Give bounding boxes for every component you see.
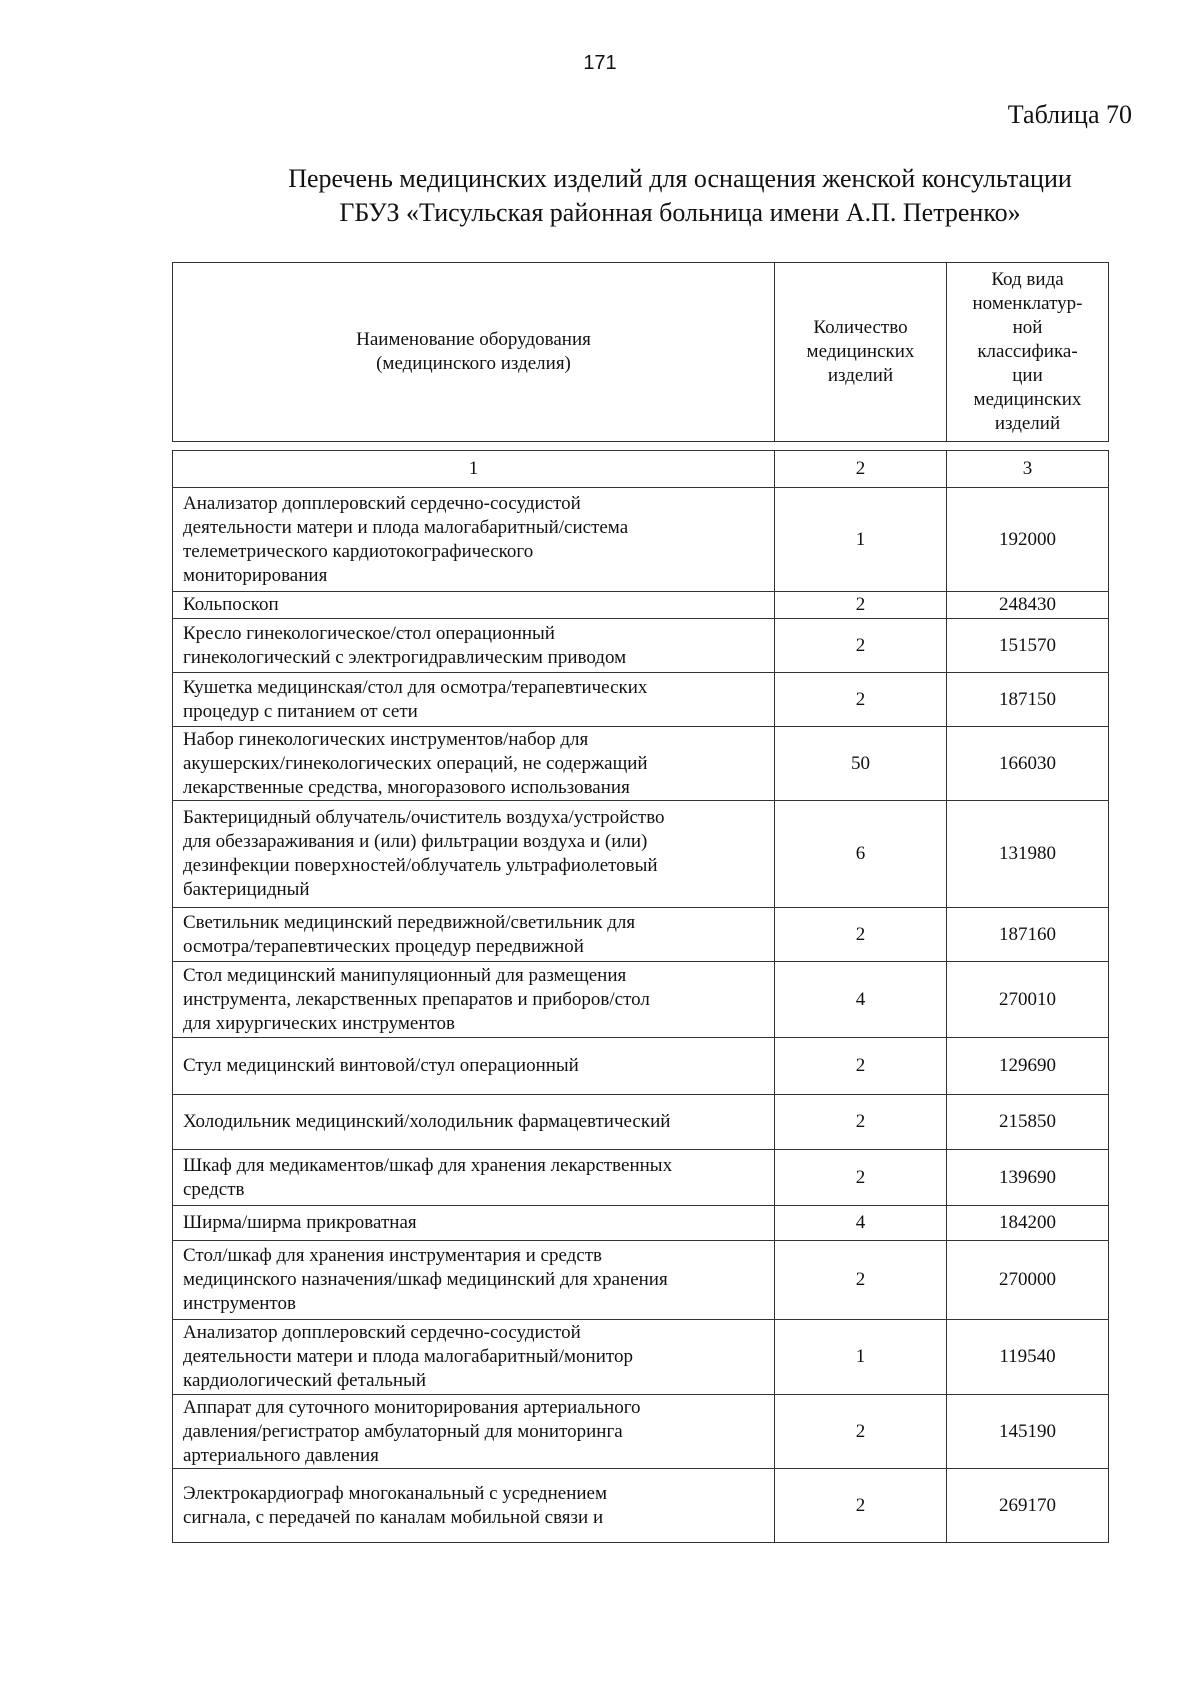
equipment-name-cell xyxy=(173,1395,775,1469)
table-row xyxy=(173,801,1109,908)
equipment-name-line: Анализатор допплеровский сердечно-сосудистой xyxy=(183,492,581,514)
equipment-name-line: для обеззараживания и (или) фильтрации воздуха и (или) xyxy=(183,831,648,852)
equipment-name-line: осмотра/терапевтических процедур передвижной xyxy=(183,935,584,957)
equipment-name-line: телеметрического кардиотокографического xyxy=(183,540,534,562)
equipment-name-line: Стул медицинский винтовой/стул операционный xyxy=(183,1055,579,1076)
code-cell: 151570 xyxy=(947,619,1109,673)
table-header xyxy=(172,262,1109,442)
table-row xyxy=(173,1206,1109,1241)
code-cell: 248430 xyxy=(947,592,1109,619)
equipment-name-line: Электрокардиограф многоканальный с усреднением xyxy=(183,1482,607,1504)
quantity-cell: 2 xyxy=(775,908,947,962)
equipment-name-line: деятельности матери и плода малогабаритный/система xyxy=(183,516,629,538)
equipment-name-cell xyxy=(173,1469,775,1543)
table-row xyxy=(173,962,1109,1038)
equipment-name-line: Бактерицидный облучатель/очиститель воздуха/устройство xyxy=(183,807,665,828)
header-line: Код вида xyxy=(991,269,1064,290)
quantity-cell: 2 xyxy=(775,1241,947,1320)
header-line: изделий xyxy=(827,365,894,386)
code-cell: 139690 xyxy=(947,1150,1109,1206)
header-line: классифика- xyxy=(977,341,1078,362)
code-cell: 129690 xyxy=(947,1038,1109,1095)
header-line: ции xyxy=(1012,365,1043,386)
quantity-cell: 2 xyxy=(775,1095,947,1150)
equipment-name-cell xyxy=(173,619,775,673)
table-row xyxy=(173,592,1109,619)
equipment-name-line: кардиологический фетальный xyxy=(183,1370,426,1391)
quantity-cell: 1 xyxy=(775,1320,947,1395)
title-line-2: ГБУЗ «Тисульская районная больница имени А.П. Петренко» xyxy=(339,198,1021,227)
equipment-name-line: артериального давления xyxy=(183,1444,379,1466)
quantity-cell: 2 xyxy=(775,673,947,727)
equipment-name-cell xyxy=(173,727,775,801)
header-line: Наименование оборудования xyxy=(356,329,591,350)
quantity-cell: 50 xyxy=(775,727,947,801)
table-row xyxy=(173,908,1109,962)
equipment-name-line: бактерицидный xyxy=(183,879,310,900)
equipment-name-line: Шкаф для медикаментов/шкаф для хранения лекарственных xyxy=(183,1154,673,1176)
equipment-name-line: деятельности матери и плода малогабаритный/монитор xyxy=(183,1346,633,1367)
quantity-cell: 1 xyxy=(775,488,947,592)
table-row xyxy=(173,1241,1109,1320)
table-row xyxy=(173,1320,1109,1395)
document-title xyxy=(180,162,1180,230)
table-row xyxy=(173,673,1109,727)
equipment-name-line: мониторирования xyxy=(183,564,328,586)
equipment-name-line: средств xyxy=(183,1178,245,1200)
equipment-name-cell xyxy=(173,1241,775,1320)
code-cell: 192000 xyxy=(947,488,1109,592)
header-line: медицинских xyxy=(973,389,1082,410)
equipment-name-cell xyxy=(173,488,775,592)
column-number: 2 xyxy=(775,451,947,488)
page-number: 171 xyxy=(583,52,617,74)
quantity-cell: 4 xyxy=(775,1206,947,1241)
header-line: Количество xyxy=(813,317,908,338)
column-number-row xyxy=(173,451,1109,488)
equipment-name-line: инструментов xyxy=(183,1293,296,1314)
column-number: 3 xyxy=(947,451,1109,488)
code-cell: 215850 xyxy=(947,1095,1109,1150)
code-cell: 270000 xyxy=(947,1241,1109,1320)
code-cell: 187150 xyxy=(947,673,1109,727)
equipment-table xyxy=(172,450,1109,1543)
code-cell: 145190 xyxy=(947,1395,1109,1469)
table-row xyxy=(173,1469,1109,1543)
header-line: ной xyxy=(1012,317,1043,338)
quantity-cell: 2 xyxy=(775,1395,947,1469)
quantity-cell: 6 xyxy=(775,801,947,908)
header-line: номенклатур- xyxy=(972,293,1083,314)
equipment-name-line: давления/регистратор амбулаторный для мониторинга xyxy=(183,1420,623,1442)
quantity-cell: 2 xyxy=(775,1038,947,1095)
equipment-name-line: лекарственные средства, многоразового использования xyxy=(183,776,630,798)
quantity-cell: 2 xyxy=(775,619,947,673)
code-cell: 131980 xyxy=(947,801,1109,908)
header-line: медицинских xyxy=(806,341,915,362)
quantity-cell: 2 xyxy=(775,1150,947,1206)
equipment-name-line: процедур с питанием от сети xyxy=(183,700,418,722)
quantity-cell: 2 xyxy=(775,1469,947,1543)
equipment-name-line: гинекологический с электрогидравлическим приводом xyxy=(183,646,627,668)
equipment-name-cell xyxy=(173,962,775,1038)
equipment-name-cell xyxy=(173,908,775,962)
equipment-name-line: сигнала, с передачей по каналам мобильной связи и xyxy=(183,1506,604,1528)
table-label: Таблица 70 xyxy=(1007,100,1132,129)
equipment-name-line: Холодильник медицинский/холодильник фармацевтический xyxy=(183,1111,671,1132)
quantity-cell: 2 xyxy=(775,592,947,619)
code-cell: 270010 xyxy=(947,962,1109,1038)
equipment-name-cell xyxy=(173,1038,775,1095)
equipment-name-cell xyxy=(173,1095,775,1150)
header-quantity xyxy=(775,263,947,442)
equipment-name-line: акушерских/гинекологических операций, не содержащий xyxy=(183,752,648,774)
table-row xyxy=(173,1095,1109,1150)
equipment-name-cell xyxy=(173,801,775,908)
equipment-name-line: медицинского назначения/шкаф медицинский для хранения xyxy=(183,1269,668,1290)
table-row xyxy=(173,1150,1109,1206)
code-cell: 166030 xyxy=(947,727,1109,801)
equipment-name-line: Ширма/ширма прикроватная xyxy=(183,1212,417,1233)
table-row xyxy=(173,488,1109,592)
equipment-name-cell xyxy=(173,1320,775,1395)
table-row xyxy=(173,619,1109,673)
equipment-name-line: инструмента, лекарственных препаратов и приборов/стол xyxy=(183,988,650,1010)
table-row xyxy=(173,1395,1109,1469)
equipment-name-line: для хирургических инструментов xyxy=(183,1012,456,1034)
equipment-name-cell xyxy=(173,673,775,727)
equipment-name-line: Кольпоскоп xyxy=(183,594,279,615)
code-cell: 184200 xyxy=(947,1206,1109,1241)
equipment-name-line: Набор гинекологических инструментов/набор для xyxy=(183,728,589,750)
equipment-name-line: Анализатор допплеровский сердечно-сосудистой xyxy=(183,1322,581,1343)
table-row xyxy=(173,727,1109,801)
code-cell: 187160 xyxy=(947,908,1109,962)
equipment-name-line: дезинфекции поверхностей/облучатель ультрафиолетовый xyxy=(183,855,658,876)
code-cell: 269170 xyxy=(947,1469,1109,1543)
header-line: (медицинского изделия) xyxy=(376,353,571,374)
equipment-name-cell xyxy=(173,592,775,619)
equipment-name-cell xyxy=(173,1206,775,1241)
column-number: 1 xyxy=(173,451,775,488)
table-row xyxy=(173,1038,1109,1095)
equipment-name-line: Стол/шкаф для хранения инструментария и средств xyxy=(183,1245,603,1266)
header-equipment-name xyxy=(173,263,775,442)
equipment-name-line: Аппарат для суточного мониторирования артериального xyxy=(183,1396,641,1418)
title-line-1: Перечень медицинских изделий для оснащения женской консультации xyxy=(288,164,1072,193)
quantity-cell: 4 xyxy=(775,962,947,1038)
code-cell: 119540 xyxy=(947,1320,1109,1395)
equipment-name-cell xyxy=(173,1150,775,1206)
equipment-name-line: Светильник медицинский передвижной/светильник для xyxy=(183,911,636,933)
equipment-name-line: Стол медицинский манипуляционный для размещения xyxy=(183,964,627,986)
header-line: изделий xyxy=(994,413,1061,434)
header-code xyxy=(947,263,1109,442)
equipment-name-line: Кресло гинекологическое/стол операционный xyxy=(183,622,555,644)
equipment-name-line: Кушетка медицинская/стол для осмотра/терапевтических xyxy=(183,676,648,698)
